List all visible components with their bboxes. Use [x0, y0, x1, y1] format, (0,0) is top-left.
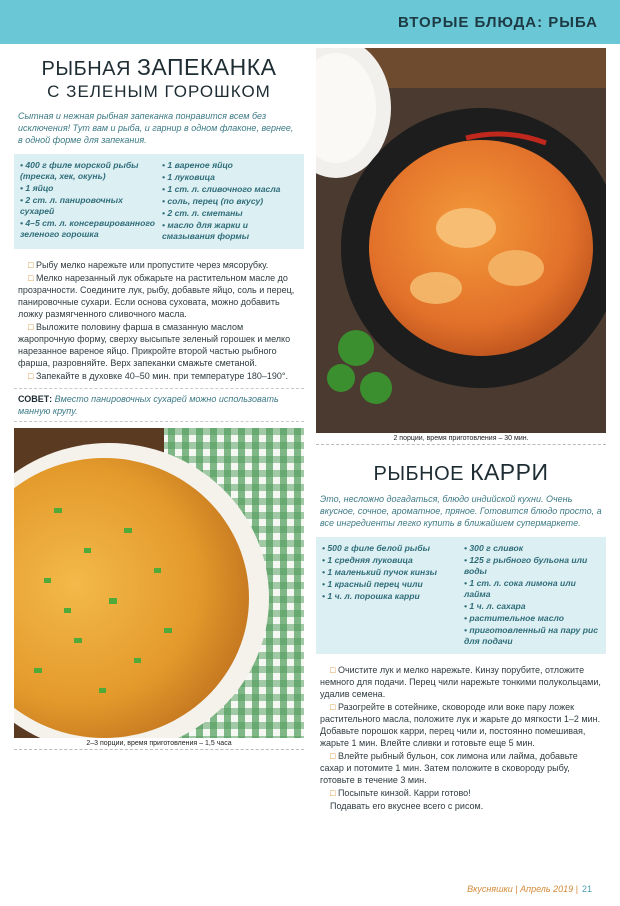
ingredient-item: • 1 средняя луковица	[322, 555, 458, 566]
ingredient-item: • масло для жарки и смазывания формы	[162, 220, 298, 242]
ingredients-right	[162, 160, 298, 243]
ingredients-box	[14, 154, 304, 249]
ingredients-left	[20, 160, 156, 243]
ingredient-item: • 300 г сливок	[464, 543, 600, 554]
section-title: ВТОРЫЕ БЛЮДА: РЫБА	[397, 14, 598, 31]
ingredient-item: • 500 г филе белой рыбы	[322, 543, 458, 554]
ingredient-item: • соль, перец (по вкусу)	[162, 196, 298, 207]
ingredient-item: • 1 маленький пучок кинзы	[322, 567, 458, 578]
ingredients-right	[464, 543, 600, 648]
magazine-name: Вкусняшки | Апрель 2019 |	[467, 884, 578, 894]
recipe-intro: Сытная и нежная рыбная запеканка понравится всем без исключения! Тут вам и рыба, и гарнир в одном флаконе, вернее, в одной форме для запекания.	[18, 111, 294, 145]
tip-label: СОВЕТ:	[18, 394, 53, 404]
ingredient-item: • приготовленный на пару рис для подачи	[464, 625, 600, 647]
ingredient-item: • 1 ч. л. сахара	[464, 601, 600, 612]
curry-image	[316, 48, 606, 433]
ingredient-item: • 400 г филе морской рыбы (треска, хек, окунь)	[20, 160, 156, 182]
page-footer	[467, 884, 592, 894]
recipe-casserole	[14, 48, 304, 750]
recipe-steps	[320, 664, 602, 812]
recipe-intro: Это, несложно догадаться, блюдо индийской кухни. Очень вкусное, сочное, ароматное, пряное. Готовится блюдо просто, а все ингредиенты легко купить в ближайшем супермаркете.	[320, 494, 602, 528]
ingredient-item: • 1 красный перец чили	[322, 579, 458, 590]
ingredients-box	[316, 537, 606, 654]
ingredient-item: • 1 луковица	[162, 172, 298, 183]
ingredient-item: • 1 яйцо	[20, 183, 156, 194]
ingredient-item: • 125 г рыбного бульона или воды	[464, 555, 600, 577]
recipe-steps	[18, 259, 300, 382]
recipe-subtitle: С ЗЕЛЕНЫМ ГОРОШКОМ	[47, 82, 271, 101]
ingredient-item: • 4–5 ст. л. консервированного зеленого горошка	[20, 218, 156, 240]
step: □ Очистите лук и мелко нарежьте. Кинзу порубите, отложите немного для подачи. Перец чили нарежьте тонкими полукольцами, удалив семена.	[320, 664, 602, 700]
ingredient-item: • растительное масло	[464, 613, 600, 624]
ingredient-item: • 1 вареное яйцо	[162, 160, 298, 171]
recipe-title-small: РЫБНАЯ	[41, 58, 131, 80]
recipe-curry	[316, 48, 606, 813]
step: □ Разогрейте в сотейнике, сковороде или воке пару ложек растительного масла, положите лук и жарьте до мягкости 1–2 мин. Добавьте порошок карри, перец чили и, постоянно помешивая, жарьте 1 мин. Влейте сливки и готовьте еще 5 мин.	[320, 701, 602, 749]
step: □ Посыпьте кинзой. Карри готово!	[320, 787, 602, 799]
step: □ Выложите половину фарша в смазанную маслом жаропрочную форму, сверху высыпьте зеленый горошек и мелко нарезанное вареное яйцо. Прикройте второй частью рыбного фарша, разровняйте. Верх запеканки смажьте сметаной.	[18, 321, 300, 369]
step: □ Влейте рыбный бульон, сок лимона или лайма, добавьте сахар и потомите 1 мин. Затем положите в сковороду рыбу, готовьте в течение 3 мин.	[320, 750, 602, 786]
ingredient-item: • 1 ч. л. порошка карри	[322, 591, 458, 602]
step: □ Мелко нарезанный лук обжарьте на растительном масле до прозрачности. Соедините лук, рыбу, добавьте яйцо, соль и перец, панировочные сухари. Если основа суховата, можно добавить ложку размягченного сливочного масла.	[18, 272, 300, 320]
ingredients-left	[322, 543, 458, 648]
recipe-title-big: КАРРИ	[470, 459, 549, 485]
tip-box	[14, 388, 304, 422]
step: □ Запекайте в духовке 40–50 мин. при температуре 180–190°.	[18, 370, 300, 382]
ingredient-item: • 2 ст. л. сметаны	[162, 208, 298, 219]
header-band	[0, 0, 620, 44]
curry-caption: 2 порции, время приготовления – 30 мин.	[316, 433, 606, 445]
casserole-caption: 2–3 порции, время приготовления – 1,5 часа	[14, 738, 304, 750]
ingredient-item: • 2 ст. л. панировочных сухарей	[20, 195, 156, 217]
recipe-title	[316, 461, 606, 485]
step: □ Рыбу мелко нарежьте или пропустите через мясорубку.	[18, 259, 300, 271]
page-number: 21	[581, 884, 592, 894]
ingredient-item: • 1 ст. л. сливочного масла	[162, 184, 298, 195]
casserole-photo	[14, 428, 304, 738]
recipe-title-big: ЗАПЕКАНКА	[137, 54, 277, 80]
recipe-title	[14, 56, 304, 80]
casserole-image	[14, 428, 304, 738]
serving-note: Подавать его вкуснее всего с рисом.	[330, 801, 484, 811]
ingredient-item: • 1 ст. л. сока лимона или лайма	[464, 578, 600, 600]
recipe-title-small: РЫБНОЕ	[373, 463, 464, 485]
curry-photo	[316, 48, 606, 433]
tip-text: Вместо панировочных сухарей можно использовать манную крупу.	[18, 394, 279, 416]
